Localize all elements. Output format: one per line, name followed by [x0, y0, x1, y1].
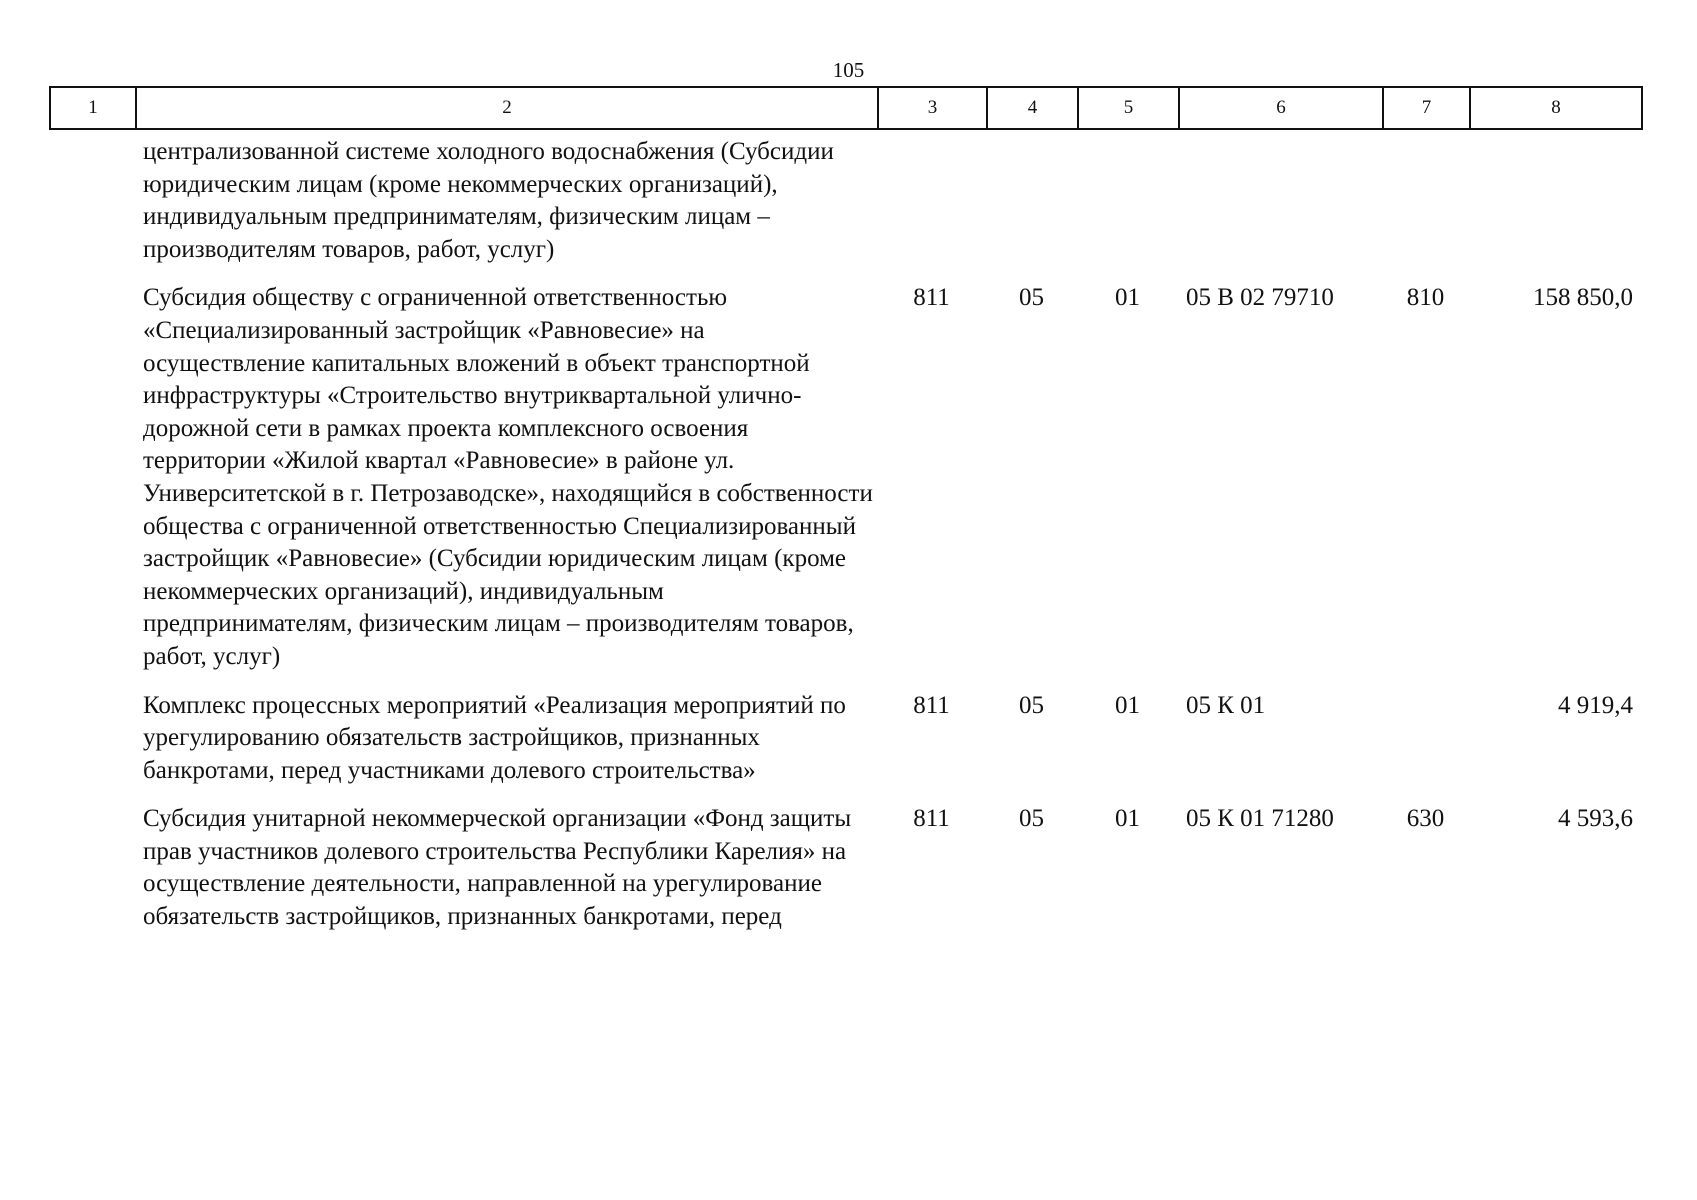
column-header-1: 1 — [50, 87, 136, 129]
row-description: Субсидия обществу с ограниченной ответственностью «Специализированный застройщик «Равновесие» на осуществление капитальных вложений в объект транспортной инфраструктуры «Строительство внутриквартальной улично-дорожной сети в рамках проекта комплексного освоения территории «Жилой квартал «Равновесие» в районе ул. Университетской в г. Петрозаводске», находящийся в собственности общества с ограниченной ответственностью Специализированный застройщик «Равновесие» (Субсидии юридическим лицам (кроме некоммерческих организаций), индивидуальным предпринимателям, физическим лицам – производителям товаров, работ, услуг) — [143, 284, 873, 670]
row-cell-col3: 811 — [913, 284, 950, 312]
row-description: централизованной системе холодного водоснабжения (Субсидии юридическим лицам (кроме некоммерческих организаций), индивидуальным предпринимателям, физическим лицам – производителям товаров, работ, услуг) — [143, 138, 834, 263]
column-header-4: 4 — [987, 87, 1078, 129]
row-cell-col8: 4 919,4 — [1558, 691, 1633, 719]
column-header-2: 2 — [136, 87, 878, 129]
row-cell-col3: 811 — [913, 805, 950, 833]
row-cell-col4: 05 — [1019, 691, 1044, 719]
row-cell-col3: 811 — [913, 691, 950, 719]
row-cell-col5: 01 — [1115, 805, 1140, 833]
table-row — [49, 282, 1641, 673]
table-row — [49, 136, 1641, 266]
row-description: Субсидия унитарной некоммерческой организации «Фонд защиты прав участников долевого строительства Республики Карелия» на осуществление деятельности, направленной на урегулирование обязательств застройщиков, признанных банкротами, перед — [143, 805, 852, 931]
column-header-row — [50, 87, 1642, 129]
row-cell-col7: 630 — [1406, 805, 1445, 833]
page-number: 105 — [832, 58, 865, 82]
column-header-7: 7 — [1383, 87, 1470, 129]
row-cell-col6: 05 К 01 71280 — [1186, 805, 1334, 833]
column-header-table — [49, 86, 1643, 130]
column-header-5: 5 — [1078, 87, 1179, 129]
row-cell-col4: 05 — [1019, 805, 1044, 833]
table-row — [49, 803, 1641, 933]
row-cell-col4: 05 — [1019, 284, 1044, 312]
row-cell-col8: 4 593,6 — [1558, 805, 1633, 833]
column-header-8: 8 — [1470, 87, 1642, 129]
column-header-6: 6 — [1179, 87, 1383, 129]
row-cell-col8: 158 850,0 — [1533, 284, 1633, 312]
row-cell-col5: 01 — [1115, 284, 1140, 312]
column-header-3: 3 — [878, 87, 987, 129]
row-description: Комплекс процессных мероприятий «Реализация мероприятий по урегулированию обязательств застройщиков, признанных банкротами, перед участниками долевого строительства» — [143, 691, 846, 784]
table-row — [49, 690, 1641, 788]
row-cell-col6: 05 К 01 — [1186, 691, 1266, 719]
table-body — [49, 136, 1641, 950]
row-cell-col6: 05 В 02 79710 — [1186, 284, 1334, 312]
row-cell-col5: 01 — [1115, 691, 1140, 719]
row-cell-col7: 810 — [1406, 284, 1445, 312]
